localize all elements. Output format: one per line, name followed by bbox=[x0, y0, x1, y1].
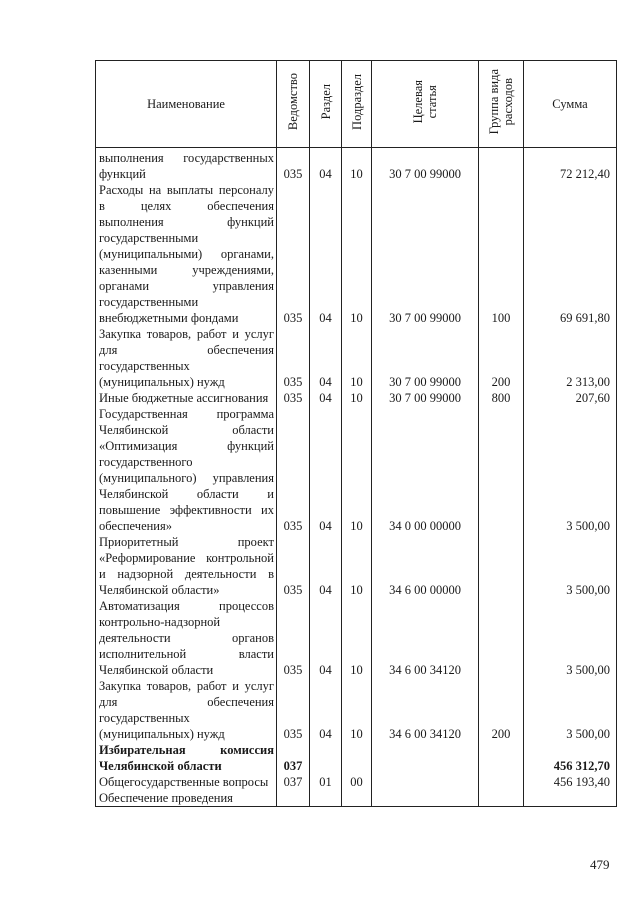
header-name: Наименование bbox=[96, 61, 277, 148]
row-vedomstvo: 035 bbox=[277, 534, 310, 598]
budget-table bbox=[95, 60, 617, 807]
row-vedomstvo: 035 bbox=[277, 148, 310, 183]
row-gruppa bbox=[479, 774, 524, 790]
row-celevaya-statya: 34 0 00 00000 bbox=[372, 406, 479, 534]
row-gruppa bbox=[479, 406, 524, 534]
row-vedomstvo bbox=[277, 790, 310, 807]
row-vedomstvo: 035 bbox=[277, 406, 310, 534]
header-podrazdel: Подраздел bbox=[349, 74, 364, 130]
table-row bbox=[96, 390, 617, 406]
row-name: Приоритетный проект «Реформирование контрольной и надзорной деятельности в Челябинской области» bbox=[96, 534, 277, 598]
row-vedomstvo: 037 bbox=[277, 774, 310, 790]
row-celevaya-statya: 30 7 00 99000 bbox=[372, 148, 479, 183]
header-razdel: Раздел bbox=[318, 84, 333, 120]
row-celevaya-statya: 30 7 00 99000 bbox=[372, 182, 479, 326]
row-gruppa: 800 bbox=[479, 390, 524, 406]
row-razdel: 04 bbox=[310, 326, 342, 390]
row-razdel bbox=[310, 790, 342, 807]
row-podrazdel bbox=[342, 742, 372, 774]
row-razdel: 04 bbox=[310, 406, 342, 534]
row-gruppa: 100 bbox=[479, 182, 524, 326]
row-name: выполнения государственных функций bbox=[96, 148, 277, 183]
row-celevaya-statya: 34 6 00 34120 bbox=[372, 678, 479, 742]
header-celevaya-statya: Целевая статья bbox=[411, 80, 439, 124]
table-row bbox=[96, 148, 617, 183]
row-podrazdel bbox=[342, 790, 372, 807]
header-summa: Сумма bbox=[524, 61, 617, 148]
row-vedomstvo: 035 bbox=[277, 678, 310, 742]
table-row bbox=[96, 678, 617, 742]
row-podrazdel: 10 bbox=[342, 678, 372, 742]
row-podrazdel: 10 bbox=[342, 406, 372, 534]
row-name: Иные бюджетные ассигнования bbox=[96, 390, 277, 406]
row-podrazdel: 10 bbox=[342, 534, 372, 598]
page-number: 479 bbox=[590, 857, 610, 872]
row-celevaya-statya bbox=[372, 774, 479, 790]
row-summa: 456 312,70 bbox=[524, 742, 617, 774]
row-celevaya-statya: 34 6 00 00000 bbox=[372, 534, 479, 598]
table-row bbox=[96, 774, 617, 790]
row-razdel: 04 bbox=[310, 182, 342, 326]
row-vedomstvo: 035 bbox=[277, 390, 310, 406]
row-summa: 3 500,00 bbox=[524, 678, 617, 742]
row-razdel: 04 bbox=[310, 534, 342, 598]
row-name: Обеспечение проведения bbox=[96, 790, 277, 807]
row-celevaya-statya bbox=[372, 742, 479, 774]
table-row bbox=[96, 182, 617, 326]
row-vedomstvo: 035 bbox=[277, 182, 310, 326]
row-summa bbox=[524, 790, 617, 807]
row-summa: 3 500,00 bbox=[524, 598, 617, 678]
row-podrazdel: 10 bbox=[342, 182, 372, 326]
table-header bbox=[96, 61, 617, 148]
table-row bbox=[96, 326, 617, 390]
row-razdel bbox=[310, 742, 342, 774]
row-gruppa bbox=[479, 534, 524, 598]
row-razdel: 04 bbox=[310, 148, 342, 183]
row-celevaya-statya: 30 7 00 99000 bbox=[372, 390, 479, 406]
table-body bbox=[96, 148, 617, 807]
row-podrazdel: 10 bbox=[342, 390, 372, 406]
row-gruppa: 200 bbox=[479, 678, 524, 742]
row-summa: 456 193,40 bbox=[524, 774, 617, 790]
row-gruppa bbox=[479, 742, 524, 774]
row-name: Закупка товаров, работ и услуг для обеспечения государственных (муниципальных) нужд bbox=[96, 326, 277, 390]
table-row bbox=[96, 406, 617, 534]
row-podrazdel: 00 bbox=[342, 774, 372, 790]
table-row bbox=[96, 742, 617, 774]
row-razdel: 01 bbox=[310, 774, 342, 790]
row-name: Общегосударственные вопросы bbox=[96, 774, 277, 790]
row-vedomstvo: 037 bbox=[277, 742, 310, 774]
row-summa: 69 691,80 bbox=[524, 182, 617, 326]
row-vedomstvo: 035 bbox=[277, 598, 310, 678]
row-summa: 3 500,00 bbox=[524, 406, 617, 534]
row-summa: 3 500,00 bbox=[524, 534, 617, 598]
row-gruppa bbox=[479, 148, 524, 183]
row-summa: 72 212,40 bbox=[524, 148, 617, 183]
row-summa: 2 313,00 bbox=[524, 326, 617, 390]
row-name: Государственная программа Челябинской области «Оптимизация функций государственного (муниципального) управления Челябинской области и повышение эффективности их обеспечения» bbox=[96, 406, 277, 534]
row-celevaya-statya: 34 6 00 34120 bbox=[372, 598, 479, 678]
row-gruppa bbox=[479, 598, 524, 678]
row-razdel: 04 bbox=[310, 390, 342, 406]
row-summa: 207,60 bbox=[524, 390, 617, 406]
header-gruppa-vida-rashodov: Группа вида расходов bbox=[487, 69, 515, 135]
row-name: Автоматизация процессов контрольно-надзорной деятельности органов исполнительной власти Челябинской области bbox=[96, 598, 277, 678]
row-gruppa bbox=[479, 790, 524, 807]
row-celevaya-statya bbox=[372, 790, 479, 807]
row-podrazdel: 10 bbox=[342, 148, 372, 183]
row-name: Закупка товаров, работ и услуг для обеспечения государственных (муниципальных) нужд bbox=[96, 678, 277, 742]
row-razdel: 04 bbox=[310, 678, 342, 742]
row-podrazdel: 10 bbox=[342, 598, 372, 678]
table-row bbox=[96, 598, 617, 678]
table-row bbox=[96, 790, 617, 807]
row-gruppa: 200 bbox=[479, 326, 524, 390]
header-vedomstvo: Ведомство bbox=[286, 73, 300, 131]
row-vedomstvo: 035 bbox=[277, 326, 310, 390]
row-podrazdel: 10 bbox=[342, 326, 372, 390]
row-razdel: 04 bbox=[310, 598, 342, 678]
row-name: Расходы на выплаты персоналу в целях обеспечения выполнения функций государственными (муниципальными) органами, казенными учреждениями, органами управления государственными внебюджетными фондами bbox=[96, 182, 277, 326]
table-row bbox=[96, 534, 617, 598]
row-celevaya-statya: 30 7 00 99000 bbox=[372, 326, 479, 390]
row-name: Избирательная комиссия Челябинской области bbox=[96, 742, 277, 774]
